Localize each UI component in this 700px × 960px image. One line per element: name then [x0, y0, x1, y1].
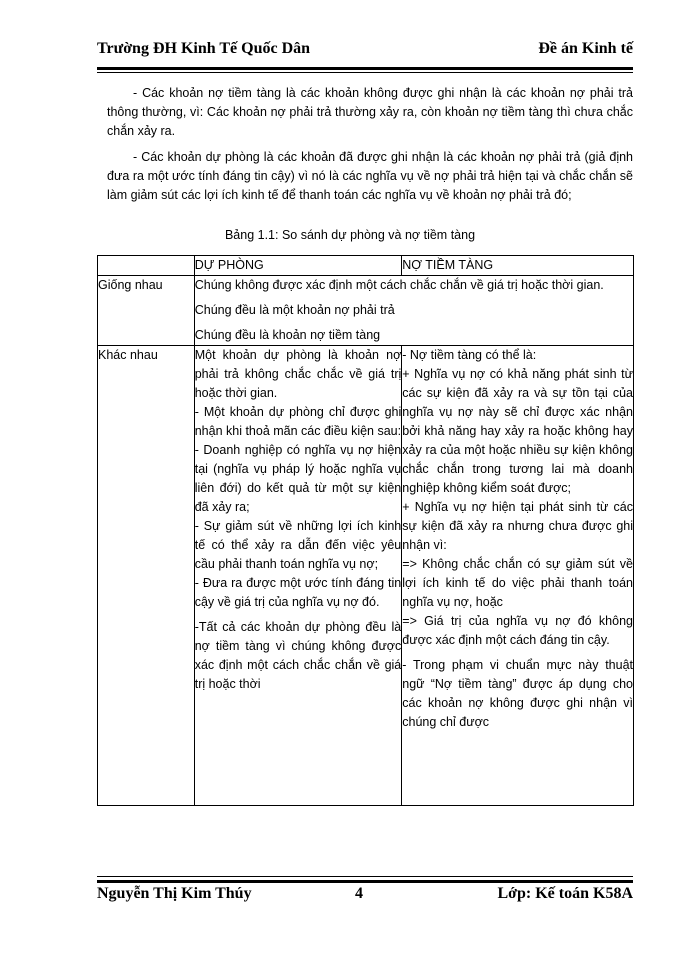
- header-cell-contingent: NỢ TIỀM TÀNG: [402, 256, 634, 276]
- page-header: [97, 40, 633, 64]
- similar-line: Chúng đều là khoản nợ tiềm tàng: [194, 328, 381, 342]
- header-cell-empty: [98, 256, 195, 276]
- similar-content: [194, 276, 633, 346]
- paragraph-2: - Các khoản dự phòng là các khoản đã được ghi nhận là các khoản nợ phải trả (giả định đưa ra một ước tính đáng tin cậy) vì nó là các nghĩa vụ về nợ phải trả hiện tại và chắc chắn sẽ làm giảm sút các lợi ích kinh tế để thanh toán các nghĩa vụ về khoản nợ phải trả đó;: [107, 150, 633, 202]
- similar-row: [98, 276, 634, 346]
- table-header-row: [98, 256, 634, 276]
- paragraph-1: - Các khoản nợ tiềm tàng là các khoản không được ghi nhận là các khoản nợ phải trả thông thường, vì: Các khoản nợ phải trả thường xảy ra, còn khoản nợ tiềm tàng thì chưa chắc chắn xảy ra.: [107, 86, 633, 138]
- page-number: 4: [355, 885, 363, 902]
- contingent-line: - Trong phạm vi chuẩn mực này thuật ngữ “Nợ tiềm tàng” được áp dụng cho các khoản nợ không được ghi nhận vì chúng chỉ được: [402, 658, 633, 729]
- provision-content: [194, 346, 402, 806]
- similar-label: Giống nhau: [98, 276, 195, 346]
- contingent-line: + Nghĩa vụ nợ có khả năng phát sinh từ các sự kiện đã xảy ra và sự tồn tại của nghĩa vụ nợ này sẽ chỉ được xác nhận bởi khả năng hay xảy ra hoặc không hay xảy ra của một hoặc nhiều sự kiện không chắc chắn trong tương lai mà doanh nghiệp không kiểm soát được;: [402, 367, 633, 495]
- header-school: Trường ĐH Kinh Tế Quốc Dân: [97, 40, 311, 57]
- table-caption: Bảng 1.1: So sánh dự phòng và nợ tiềm tàng: [224, 228, 476, 242]
- header-rule-thin: [97, 72, 633, 73]
- page-footer: [97, 885, 633, 909]
- provision-line: -Tất cả các khoản dự phòng đều là nợ tiềm tàng vì chúng không được xác định một cách chắc chắn về giá trị hoặc thời: [194, 620, 402, 691]
- contingent-content: [402, 346, 634, 806]
- provision-line: - Doanh nghiệp có nghĩa vụ nợ hiện tại (nghĩa vụ pháp lý hoặc nghĩa vụ liên đới) do kết quả từ một sự kiện đã xảy ra;: [194, 443, 402, 514]
- contingent-line: => Giá trị của nghĩa vụ nợ đó không được xác định một cách đáng tin cậy.: [402, 614, 633, 647]
- comparison-table: [97, 255, 634, 806]
- different-label: Khác nhau: [98, 346, 195, 806]
- footer-rule-thick: [97, 880, 633, 883]
- header-rule-thick: [97, 67, 633, 70]
- similar-line: Chúng không được xác định một cách chắc chắn về giá trị hoặc thời gian.: [194, 278, 604, 292]
- contingent-line: + Nghĩa vụ nợ hiện tại phát sinh từ các sự kiện đã xảy ra nhưng chưa được ghi nhận vì:: [402, 500, 633, 552]
- provision-line: - Đưa ra được một ước tính đáng tin cậy về giá trị của nghĩa vụ nợ đó.: [194, 576, 402, 609]
- contingent-line: => Không chắc chắn có sự giảm sút về lợi ích kinh tế do việc phải thanh toán nghĩa vụ nợ, hoặc: [402, 557, 633, 609]
- provision-line: - Sự giảm sút về những lợi ích kinh tế có thể xảy ra dẫn đến việc yêu cầu phải thanh toán nghĩa vụ nợ;: [194, 519, 402, 571]
- header-title: Đề án Kinh tế: [538, 40, 633, 57]
- footer-rule-thin: [97, 876, 633, 877]
- different-row: [98, 346, 634, 806]
- header-cell-provision: DỰ PHÒNG: [194, 256, 402, 276]
- contingent-line: - Nợ tiềm tàng có thể là:: [402, 348, 537, 362]
- footer-class: Lớp: Kế toán K58A: [497, 885, 633, 902]
- provision-line: - Một khoản dự phòng chỉ được ghi nhận khi thoả mãn các điều kiện sau:: [194, 405, 402, 438]
- footer-author: Nguyễn Thị Kim Thúy: [97, 885, 252, 902]
- provision-line: Một khoản dự phòng là khoản nợ phải trả không chắc chắc về giá trị hoặc thời gian.: [194, 348, 402, 400]
- similar-line: Chúng đều là một khoản nợ phải trả: [194, 303, 395, 317]
